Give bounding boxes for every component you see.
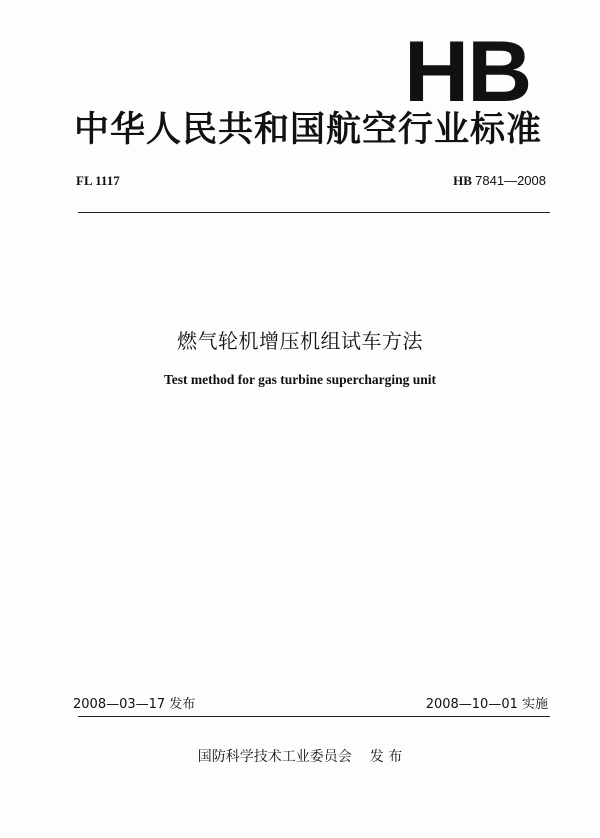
- standard-code: [453, 173, 546, 189]
- footer-divider: [78, 716, 550, 717]
- header-divider: [78, 212, 550, 213]
- standard-name: 中华人民共和国航空行业标准: [74, 110, 543, 150]
- hb-logo: HB: [404, 24, 531, 120]
- implementation-date: 2008—10—01 实施: [425, 697, 548, 712]
- standard-number: 7841—2008: [475, 173, 546, 188]
- issue-date: 2008—03—17 发布: [73, 697, 196, 712]
- issue-action: 发 布: [369, 749, 403, 765]
- issuing-organization: 国防科学技术工业委员会: [197, 749, 352, 765]
- document-title-english: Test method for gas turbine supercharging unit: [163, 372, 437, 387]
- issuer-line: [0, 746, 600, 766]
- classification-code: FL 1117: [76, 173, 120, 188]
- document-title-chinese: 燃气轮机增压机组试车方法: [177, 329, 423, 353]
- standard-prefix: HB: [453, 173, 472, 188]
